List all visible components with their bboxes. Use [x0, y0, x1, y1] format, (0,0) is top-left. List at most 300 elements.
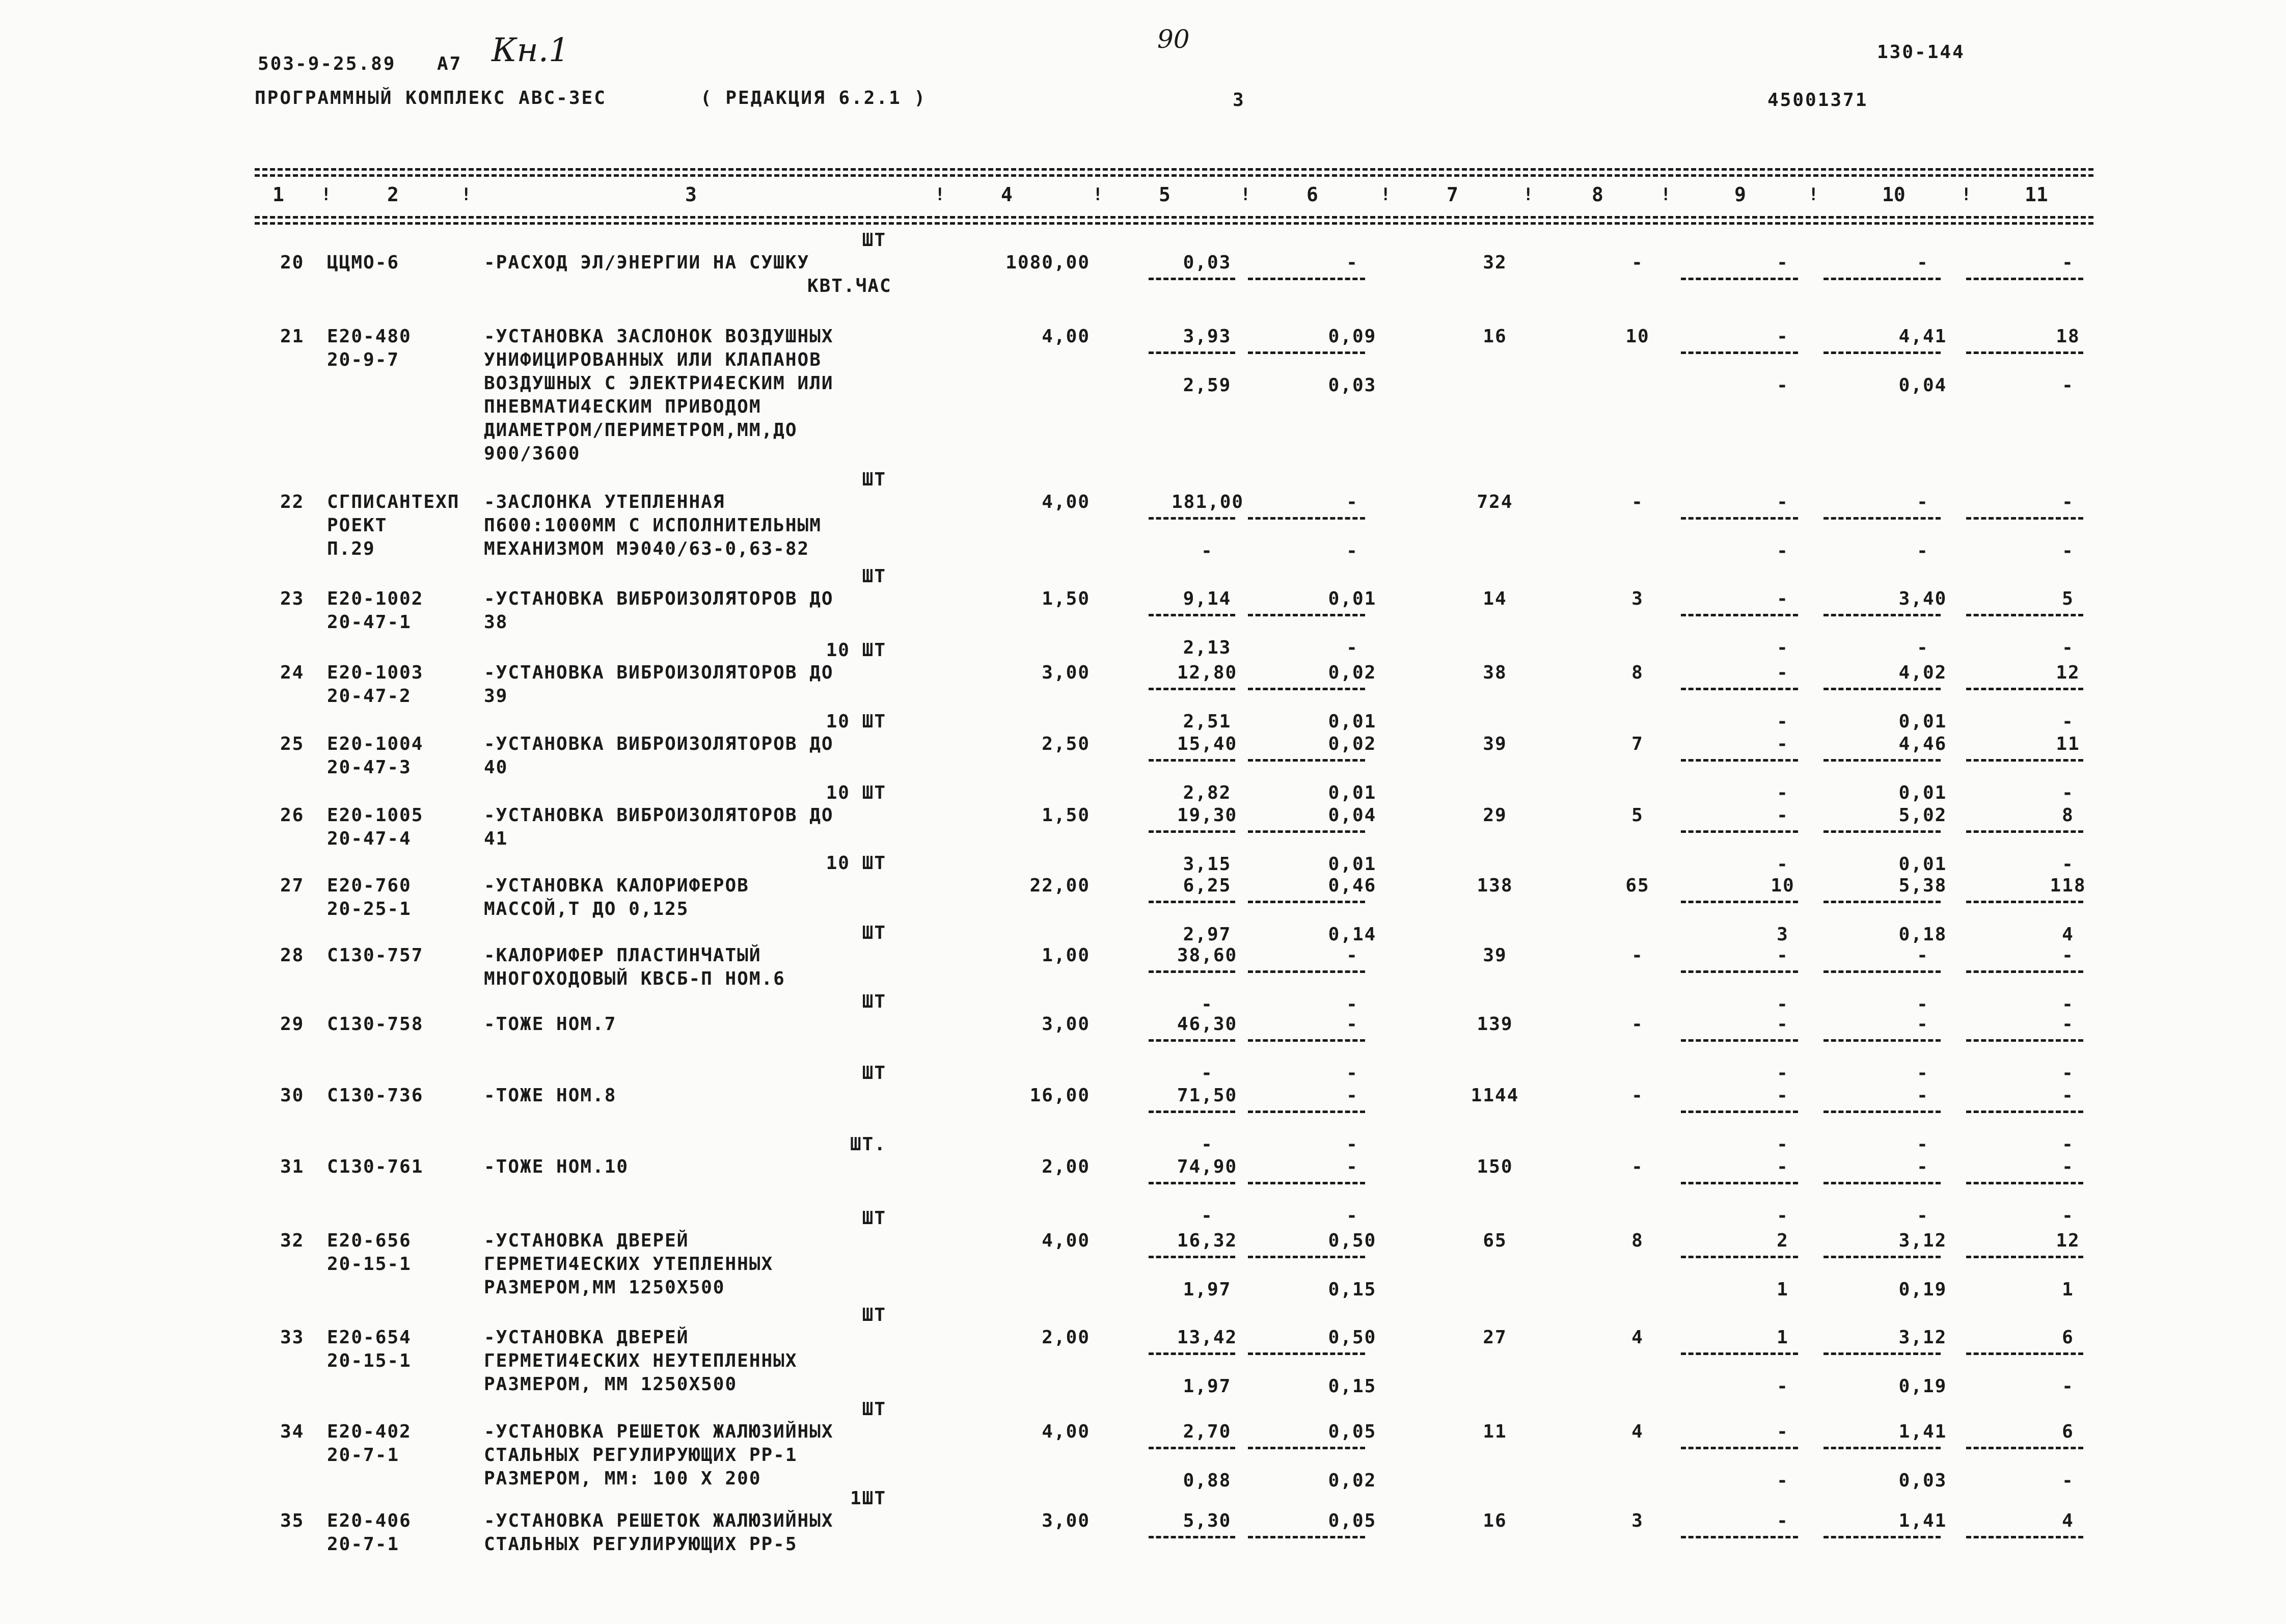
sub-rule: [1149, 688, 1235, 690]
value-c8: -: [1631, 1085, 1644, 1106]
value-c9b: -: [1777, 1063, 1789, 1084]
sub-rule: [1824, 351, 1941, 354]
value-c10b: -: [1917, 1205, 1929, 1226]
sub-rule: [1824, 970, 1941, 973]
value-c5: 19,30: [1177, 805, 1238, 826]
value-c9b: -: [1777, 375, 1789, 396]
value-c11: 12: [2056, 1230, 2080, 1251]
column-separator: !: [935, 184, 945, 205]
value-c11: -: [2062, 492, 2074, 512]
unit-label: ШТ: [862, 1399, 886, 1420]
work-description: 900/3600: [484, 443, 581, 464]
value-c6b: -: [1346, 994, 1358, 1015]
sub-rule: [1824, 517, 1941, 520]
work-description: МАССОЙ,Т ДО 0,125: [484, 899, 689, 919]
sub-rule: [1966, 688, 2083, 690]
resource-code: Е20-760: [327, 875, 412, 896]
unit-label: ШТ: [862, 1305, 886, 1325]
value-c11b: -: [2062, 782, 2074, 803]
value-c11: 4: [2062, 1510, 2074, 1531]
resource-code: Е20-1002: [327, 588, 424, 609]
value-c9: -: [1777, 1156, 1789, 1177]
value-c11: 18: [2056, 326, 2080, 347]
sub-rule: [1248, 1039, 1365, 1042]
unit-label: 10 ШТ: [826, 711, 886, 732]
value-c11: 12: [2056, 662, 2080, 683]
value-c10b: 0,01: [1898, 782, 1947, 803]
column-header-10: 10: [1882, 183, 1906, 206]
header-rule-bottom-1: [255, 216, 2093, 219]
work-description: -УСТАНОВКА ВИБРОИЗОЛЯТОРОВ ДО: [484, 588, 834, 609]
value-c5b: 2,97: [1183, 924, 1232, 945]
column-separator: !: [1240, 184, 1251, 205]
row-number: 32: [280, 1230, 305, 1251]
value-c9: 2: [1777, 1230, 1789, 1251]
row-number: 22: [280, 492, 305, 512]
work-description: -ТОЖЕ НОМ.10: [484, 1156, 629, 1177]
value-c10b: 0,04: [1898, 375, 1947, 396]
resource-code: 20-9-7: [327, 349, 400, 370]
resource-code: С130-736: [327, 1085, 424, 1106]
program-name: ПРОГРАММНЫЙ КОМПЛЕКС АВС-3ЕС: [255, 88, 607, 109]
row-number: 20: [280, 252, 305, 273]
document-id: 45001371: [1767, 90, 1868, 111]
value-c5: 5,30: [1183, 1510, 1232, 1531]
value-c8: 10: [1625, 326, 1650, 347]
value-c5: 13,42: [1177, 1327, 1238, 1348]
header-rule-top-2: [255, 174, 2093, 177]
value-c6: -: [1346, 945, 1358, 966]
value-c10: -: [1917, 1156, 1929, 1177]
sub-rule: [1966, 1352, 2083, 1355]
value-c9b: -: [1777, 1205, 1789, 1226]
value-c5b: 2,59: [1183, 375, 1232, 396]
value-c7: 14: [1483, 588, 1507, 609]
value-c8: 8: [1631, 662, 1644, 683]
column-header-9: 9: [1734, 183, 1746, 206]
unit-label: ШТ: [862, 923, 886, 943]
value-c9: -: [1777, 1085, 1789, 1106]
sub-rule: [1824, 614, 1941, 616]
work-description: -ТОЖЕ НОМ.7: [484, 1014, 617, 1035]
value-c6b: 0,01: [1328, 782, 1377, 803]
row-number: 21: [280, 326, 305, 347]
value-c10b: 0,19: [1898, 1279, 1947, 1300]
column-header-11: 11: [2025, 183, 2048, 206]
value-c10b: 0,03: [1898, 1470, 1947, 1491]
value-c7: 32: [1483, 252, 1507, 273]
sub-rule: [1248, 614, 1365, 616]
sub-rule: [1248, 830, 1365, 833]
work-description: -УСТАНОВКА РЕШЕТОК ЖАЛЮЗИЙНЫХ: [484, 1421, 834, 1442]
sub-rule: [1681, 1111, 1798, 1113]
work-description: -РАСХОД ЭЛ/ЭНЕРГИИ НА СУШКУ: [484, 252, 810, 273]
work-description: 41: [484, 828, 508, 849]
unit-label: ШТ: [862, 1208, 886, 1229]
unit-label: ШТ: [862, 469, 886, 490]
sub-rule: [1824, 901, 1941, 903]
work-description: ДИАМЕТРОМ/ПЕРИМЕТРОМ,ММ,ДО: [484, 420, 798, 441]
sub-rule: [1966, 759, 2083, 762]
unit-label: ШТ.: [850, 1134, 886, 1155]
sub-rule: [1966, 614, 2083, 616]
value-c7: 39: [1483, 945, 1507, 966]
sub-rule: [1681, 278, 1798, 280]
value-c9: 1: [1777, 1327, 1789, 1348]
column-separator: !: [1093, 184, 1103, 205]
sub-rule: [1681, 970, 1798, 973]
value-c10: 1,41: [1898, 1421, 1947, 1442]
value-c6: -: [1346, 492, 1358, 512]
value-c10: -: [1917, 1085, 1929, 1106]
value-c10b: -: [1917, 637, 1929, 658]
value-c5: 38,60: [1177, 945, 1238, 966]
value-c6b: -: [1346, 1063, 1358, 1084]
sub-rule: [1248, 970, 1365, 973]
work-description: ПНЕВМАТИ4ЕСКИМ ПРИВОДОМ: [484, 396, 761, 417]
work-description: -ТОЖЕ НОМ.8: [484, 1085, 617, 1106]
value-c6b: 0,01: [1328, 711, 1377, 732]
value-c5b: -: [1201, 1134, 1213, 1155]
value-c7: 139: [1477, 1014, 1513, 1035]
value-c9b: -: [1777, 782, 1789, 803]
value-c5b: 3,15: [1183, 854, 1232, 875]
row-number: 29: [280, 1014, 305, 1035]
row-number: 25: [280, 734, 305, 754]
resource-code: СГПИСАНТЕХП: [327, 492, 460, 512]
work-description: МНОГОХОДОВЫЙ КВСБ-П НОМ.6: [484, 968, 785, 989]
row-number: 30: [280, 1085, 305, 1106]
unit-label: ШТ: [862, 991, 886, 1012]
sub-rule: [1149, 1039, 1235, 1042]
sub-rule: [1966, 1256, 2083, 1258]
value-c6: 0,09: [1328, 326, 1377, 347]
sub-rule: [1149, 759, 1235, 762]
value-c11: 8: [2062, 805, 2074, 826]
value-c7: 16: [1483, 1510, 1507, 1531]
work-description: -УСТАНОВКА ЗАСЛОНОК ВОЗДУШНЫХ: [484, 326, 834, 347]
unit-label: ШТ: [862, 230, 886, 251]
value-c5: 74,90: [1177, 1156, 1238, 1177]
value-c11: -: [2062, 252, 2074, 273]
resource-code: 20-47-4: [327, 828, 412, 849]
resource-code: Е20-1003: [327, 662, 424, 683]
value-c8: 4: [1631, 1327, 1644, 1348]
value-c11: 118: [2050, 875, 2086, 896]
value-c10: 3,40: [1898, 588, 1947, 609]
sub-rule: [1824, 1447, 1941, 1449]
work-description: 40: [484, 757, 508, 778]
value-c10: -: [1917, 945, 1929, 966]
resource-code: 20-15-1: [327, 1254, 412, 1275]
sub-rule: [1966, 517, 2083, 520]
resource-code: 20-47-3: [327, 757, 412, 778]
unit-label: 1ШТ: [850, 1488, 886, 1509]
column-header-7: 7: [1447, 183, 1458, 206]
sub-rule: [1149, 351, 1235, 354]
value-c11: 6: [2062, 1327, 2074, 1348]
sub-rule: [1966, 901, 2083, 903]
value-c11b: -: [2062, 1470, 2074, 1491]
value-c6b: 0,02: [1328, 1470, 1377, 1491]
sub-rule: [1966, 351, 2083, 354]
quantity: 4,00: [1042, 1421, 1090, 1442]
quantity: 4,00: [1042, 1230, 1090, 1251]
quantity: 1,50: [1042, 805, 1090, 826]
value-c5: 15,40: [1177, 734, 1238, 754]
column-header-4: 4: [1001, 183, 1013, 206]
value-c9b: -: [1777, 994, 1789, 1015]
value-c9: -: [1777, 805, 1789, 826]
sub-rule: [1824, 830, 1941, 833]
quantity: 4,00: [1042, 492, 1090, 512]
quantity: 2,50: [1042, 734, 1090, 754]
value-c6b: 0,01: [1328, 854, 1377, 875]
value-c6b: -: [1346, 1134, 1358, 1155]
value-c10b: -: [1917, 994, 1929, 1015]
value-c11: 6: [2062, 1421, 2074, 1442]
value-c6: -: [1346, 1014, 1358, 1035]
sub-rule: [1248, 688, 1365, 690]
value-c11: -: [2062, 1085, 2074, 1106]
work-description: МЕХАНИЗМОМ МЭ040/63-0,63-82: [484, 538, 810, 559]
row-number: 28: [280, 945, 305, 966]
value-c9: -: [1777, 588, 1789, 609]
sub-rule: [1248, 278, 1365, 280]
resource-code: Е20-1005: [327, 805, 424, 826]
resource-code: С130-758: [327, 1014, 424, 1035]
value-c6: 0,05: [1328, 1510, 1377, 1531]
value-c5: 3,93: [1183, 326, 1232, 347]
value-c10: -: [1917, 492, 1929, 512]
value-c11b: -: [2062, 854, 2074, 875]
value-c6b: -: [1346, 637, 1358, 658]
column-header-8: 8: [1592, 183, 1603, 206]
value-c11: -: [2062, 1156, 2074, 1177]
value-c10b: 0,01: [1898, 711, 1947, 732]
sub-rule: [1966, 1111, 2083, 1113]
resource-code: П.29: [327, 538, 375, 559]
sub-rule: [1681, 1352, 1798, 1355]
resource-code: 20-7-1: [327, 1445, 400, 1466]
value-c8: -: [1631, 1014, 1644, 1035]
sub-rule: [1681, 1536, 1798, 1538]
value-c5: 46,30: [1177, 1014, 1238, 1035]
column-header-3: 3: [685, 183, 697, 206]
sub-rule: [1149, 1352, 1235, 1355]
value-c6: -: [1346, 1085, 1358, 1106]
value-c10: -: [1917, 252, 1929, 273]
column-header-1: 1: [273, 183, 284, 206]
work-description: -КАЛОРИФЕР ПЛАСТИНЧАТЫЙ: [484, 945, 761, 966]
quantity: 3,00: [1042, 1014, 1090, 1035]
value-c5b: -: [1201, 1205, 1213, 1226]
resource-code: Е20-654: [327, 1327, 412, 1348]
page-number: 90: [1157, 24, 1190, 54]
value-c7: 65: [1483, 1230, 1507, 1251]
value-c6b: 0,15: [1328, 1279, 1377, 1300]
edition: ( РЕДАКЦИЯ 6.2.1 ): [700, 88, 927, 109]
work-description: ГЕРМЕТИ4ЕСКИХ НЕУТЕПЛЕННЫХ: [484, 1350, 798, 1371]
column-separator: !: [321, 184, 332, 205]
value-c6b: 0,15: [1328, 1376, 1377, 1397]
sub-rule: [1149, 517, 1235, 520]
value-c5b: 1,97: [1183, 1376, 1232, 1397]
work-description: -УСТАНОВКА КАЛОРИФЕРОВ: [484, 875, 749, 896]
resource-code: 20-7-1: [327, 1534, 400, 1555]
value-c6b: 0,03: [1328, 375, 1377, 396]
value-c8: 5: [1631, 805, 1644, 826]
value-c9: -: [1777, 1510, 1789, 1531]
sub-rule: [1824, 1256, 1941, 1258]
work-description: 39: [484, 686, 508, 707]
value-c6b: 0,14: [1328, 924, 1377, 945]
value-c10: 1,41: [1898, 1510, 1947, 1531]
quantity: 16,00: [1029, 1085, 1090, 1106]
value-c5: 16,32: [1177, 1230, 1238, 1251]
sub-rule: [1824, 1536, 1941, 1538]
sub-rule: [1149, 901, 1235, 903]
value-c10: 5,02: [1898, 805, 1947, 826]
value-c5b: 2,82: [1183, 782, 1232, 803]
value-c9b: -: [1777, 1470, 1789, 1491]
resource-code: С130-761: [327, 1156, 424, 1177]
work-description: СТАЛЬНЫХ РЕГУЛИРУЮЩИХ РР-1: [484, 1445, 798, 1466]
work-description: -УСТАНОВКА ДВЕРЕЙ: [484, 1327, 689, 1348]
quantity: 22,00: [1029, 875, 1090, 896]
work-description: -УСТАНОВКА ДВЕРЕЙ: [484, 1230, 689, 1251]
sub-rule: [1681, 688, 1798, 690]
value-c9: 10: [1771, 875, 1795, 896]
work-description: КВТ.ЧАС: [807, 276, 892, 296]
unit-label: ШТ: [862, 1063, 886, 1084]
resource-code: Е20-656: [327, 1230, 412, 1251]
work-description: ВОЗДУШНЫХ С ЭЛЕКТРИ4ЕСКИМ ИЛИ: [484, 373, 834, 394]
work-description: УНИФИЦИРОВАННЫХ ИЛИ КЛАПАНОВ: [484, 349, 822, 370]
sub-rule: [1966, 1447, 2083, 1449]
value-c10: 5,38: [1898, 875, 1947, 896]
value-c8: 7: [1631, 734, 1644, 754]
value-c7: 1144: [1471, 1085, 1519, 1106]
value-c8: 4: [1631, 1421, 1644, 1442]
sub-rule: [1248, 901, 1365, 903]
value-c10: 4,41: [1898, 326, 1947, 347]
row-number: 35: [280, 1510, 305, 1531]
value-c5b: 2,13: [1183, 637, 1232, 658]
value-c6: 0,46: [1328, 875, 1377, 896]
sub-rule: [1681, 759, 1798, 762]
sub-rule: [1824, 1039, 1941, 1042]
value-c6: 0,05: [1328, 1421, 1377, 1442]
value-c9b: 3: [1777, 924, 1789, 945]
value-c5: 6,25: [1183, 875, 1232, 896]
header-rule-top-1: [255, 168, 2093, 171]
sub-rule: [1824, 1182, 1941, 1184]
value-c9: -: [1777, 492, 1789, 512]
resource-code: Е20-406: [327, 1510, 412, 1531]
quantity: 1,00: [1042, 945, 1090, 966]
column-separator: !: [461, 184, 472, 205]
sub-rule: [1966, 970, 2083, 973]
sub-rule: [1681, 901, 1798, 903]
value-c11b: -: [2062, 994, 2074, 1015]
value-c11b: -: [2062, 1205, 2074, 1226]
sub-rule: [1149, 1111, 1235, 1113]
value-c7: 16: [1483, 326, 1507, 347]
doc-code: 503-9-25.89: [258, 53, 396, 74]
value-c10: 3,12: [1898, 1230, 1947, 1251]
value-c11b: -: [2062, 1063, 2074, 1084]
work-description: -УСТАНОВКА ВИБРОИЗОЛЯТОРОВ ДО: [484, 662, 834, 683]
sub-rule: [1966, 1182, 2083, 1184]
work-description: ГЕРМЕТИ4ЕСКИХ УТЕПЛЕННЫХ: [484, 1254, 774, 1275]
sub-rule: [1824, 1352, 1941, 1355]
sub-rule: [1248, 759, 1365, 762]
value-c5b: 1,97: [1183, 1279, 1232, 1300]
value-c6b: -: [1346, 540, 1358, 561]
sub-rule: [1149, 830, 1235, 833]
unit-label: ШТ: [862, 566, 886, 587]
unit-label: 10 ШТ: [826, 853, 886, 874]
value-c10: -: [1917, 1014, 1929, 1035]
sub-rule: [1248, 1352, 1365, 1355]
sub-rule: [1248, 1536, 1365, 1538]
resource-code: Е20-480: [327, 326, 412, 347]
value-c10b: 0,18: [1898, 924, 1947, 945]
work-description: -УСТАНОВКА РЕШЕТОК ЖАЛЮЗИЙНЫХ: [484, 1510, 834, 1531]
value-c9: -: [1777, 1421, 1789, 1442]
sub-rule: [1966, 278, 2083, 280]
quantity: 2,00: [1042, 1156, 1090, 1177]
value-c5: 0,03: [1183, 252, 1232, 273]
value-c9b: -: [1777, 637, 1789, 658]
value-c6: 0,50: [1328, 1327, 1377, 1348]
value-c7: 724: [1477, 492, 1513, 512]
sub-rule: [1824, 1111, 1941, 1113]
sub-rule: [1149, 278, 1235, 280]
sub-rule: [1149, 1447, 1235, 1449]
resource-code: 20-15-1: [327, 1350, 412, 1371]
resource-code: 20-47-2: [327, 686, 412, 707]
sheet-range: 130-144: [1877, 42, 1965, 63]
value-c9b: -: [1777, 1376, 1789, 1397]
work-description: СТАЛЬНЫХ РЕГУЛИРУЮЩИХ РР-5: [484, 1534, 798, 1555]
value-c5: 12,80: [1177, 662, 1238, 683]
column-header-2: 2: [387, 183, 399, 206]
value-c6: 0,04: [1328, 805, 1377, 826]
quantity: 1,50: [1042, 588, 1090, 609]
value-c8: -: [1631, 945, 1644, 966]
value-c7: 38: [1483, 662, 1507, 683]
sub-rule: [1248, 1447, 1365, 1449]
row-number: 27: [280, 875, 305, 896]
unit-label: 10 ШТ: [826, 782, 886, 803]
sub-rule: [1248, 1111, 1365, 1113]
sub-rule: [1149, 970, 1235, 973]
value-c11: -: [2062, 945, 2074, 966]
value-c8: 3: [1631, 1510, 1644, 1531]
value-c6: 0,01: [1328, 588, 1377, 609]
value-c7: 11: [1483, 1421, 1507, 1442]
value-c10: 4,02: [1898, 662, 1947, 683]
resource-code: Е20-1004: [327, 734, 424, 754]
quantity: 3,00: [1042, 662, 1090, 683]
resource-code: С130-757: [327, 945, 424, 966]
work-description: РАЗМЕРОМ,ММ 1250Х500: [484, 1277, 725, 1298]
value-c10b: -: [1917, 540, 1929, 561]
row-number: 26: [280, 805, 305, 826]
value-c9: -: [1777, 945, 1789, 966]
